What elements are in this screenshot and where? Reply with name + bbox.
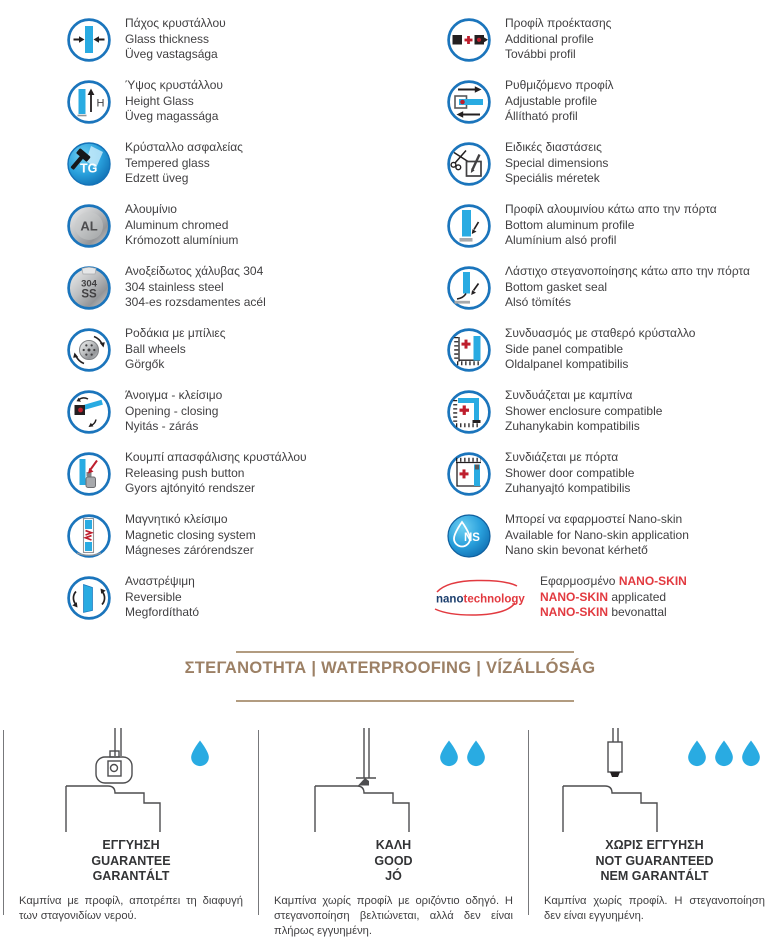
aluminum-icon [66, 203, 112, 249]
nano-skin-brand: NANO-SKIN [540, 589, 608, 604]
feature-row [446, 327, 780, 373]
feature-text [125, 202, 238, 249]
glass-thickness-icon [66, 17, 112, 63]
feature-row [446, 203, 780, 249]
rating-label: ΧΩΡΙΣ ΕΓΓΥΗΣΗ NOT GUARANTEED NEM GARANTÁLT [595, 838, 714, 883]
feature-text [125, 512, 256, 559]
nano-applied-line-gr: Εφαρμοσμένο NANO-SKIN [540, 574, 687, 588]
feature-row [446, 79, 780, 125]
shower-door-compatible-icon [446, 451, 492, 497]
feature-line-en: 304 stainless steel [125, 279, 224, 294]
feature-line-hu: Üveg vastagsága [125, 47, 218, 61]
feature-line-en: Releasing push button [125, 465, 245, 480]
guide-cross-section-drawing [301, 728, 431, 834]
feature-row [66, 389, 400, 435]
feature-text [125, 264, 266, 311]
feature-row [446, 17, 780, 63]
feature-text [125, 326, 226, 373]
ns-label: NS [464, 532, 480, 544]
feature-row [446, 451, 780, 497]
feature-line-hu: Üveg magassága [125, 109, 219, 123]
diagram-horizontal-guide [259, 728, 528, 836]
feature-line-gr: Ανοξείδωτος χάλυβας 304 [125, 264, 264, 278]
feature-text [125, 450, 307, 497]
feature-line-gr: Κρύσταλλο ασφαλείας [125, 140, 243, 154]
feature-line-gr: Συνδυασμός με σταθερό κρύσταλλο [505, 326, 696, 340]
feature-text [125, 388, 222, 435]
feature-row [66, 203, 400, 249]
feature-line-hu: Megfordítható [125, 605, 200, 619]
feature-line-hu: Mágneses zárórendszer [125, 543, 254, 557]
feature-row [446, 141, 780, 187]
feature-line-en: Additional profile [505, 31, 594, 46]
releasing-push-button-icon [66, 451, 112, 497]
glass-height-icon [66, 79, 112, 125]
logo-nano-text: nano [436, 593, 464, 606]
feature-line-en: Ball wheels [125, 341, 186, 356]
waterproofing-panel-good [259, 712, 528, 937]
feature-line-hu: Zuhanykabin kompatibilis [505, 419, 640, 433]
feature-line-gr: Προφίλ προέκτασης [505, 16, 612, 30]
feature-row [446, 513, 780, 559]
water-drop-icon [741, 740, 761, 767]
feature-row [66, 17, 400, 63]
feature-text [505, 16, 611, 63]
side-panel-compatible-icon [446, 327, 492, 373]
feature-row [446, 389, 780, 435]
feature-row [66, 575, 400, 621]
feature-line-gr: Ειδικές διαστάσεις [505, 140, 602, 154]
water-drops [190, 740, 210, 836]
feature-line-hu: Krómozott alumínium [125, 233, 239, 247]
feature-text [505, 264, 750, 311]
feature-line-en: Shower enclosure compatible [505, 403, 663, 418]
svg-text:nanotechnology [436, 594, 525, 606]
feature-line-hu: Nyitás - zárás [125, 419, 199, 433]
feature-row [66, 79, 400, 125]
reversible-icon [66, 575, 112, 621]
nano-skin-brand: NANO-SKIN [618, 574, 687, 588]
water-drop-icon [439, 740, 459, 767]
feature-line-hu: 304-es rozsdamentes acél [125, 295, 266, 309]
feature-line-en: Special dimensions [505, 155, 609, 170]
feature-row [66, 451, 400, 497]
feature-line-hu: Alumínium alsó profil [505, 233, 617, 247]
rating-label: ΕΓΓΥΗΣΗ GUARANTEE GARANTÁLT [91, 838, 171, 883]
feature-text [125, 574, 199, 621]
h-label: H [96, 97, 105, 110]
nano-skin-icon [446, 513, 492, 559]
feature-line-gr: Προφίλ αλουμινίου κάτω απο την πόρτα [505, 202, 717, 216]
shower-enclosure-compatible-icon [446, 389, 492, 435]
feature-line-en: Shower door compatible [505, 465, 635, 480]
no-profile-cross-section-drawing [549, 728, 679, 834]
panel-caption: Καμπίνα με προφίλ, αποτρέπει τη διαφυγή των σταγονιδίων νερού. [19, 894, 243, 922]
feature-row [446, 265, 780, 311]
heading-rule-top [236, 651, 574, 653]
feature-text [125, 140, 243, 187]
panel-caption: Καμπίνα χωρίς προφίλ με οριζόντιο οδηγό. Η στεγανοποίηση βελτιώνεται, αλλά δεν είναι πλήρως εγγυημένη. [274, 894, 513, 937]
nanotechnology-logo [426, 577, 526, 619]
feature-line-gr: Αλουμίνιο [125, 202, 177, 216]
feature-text [505, 140, 608, 187]
stainless-steel-icon [66, 265, 112, 311]
feature-line-hu: További profil [505, 47, 576, 61]
water-drops [687, 740, 761, 836]
feature-text [505, 78, 613, 125]
feature-text [125, 78, 223, 125]
feature-row [66, 265, 400, 311]
tg-label: TG [80, 161, 98, 176]
feature-line-en: Side panel compatible [505, 341, 624, 356]
feature-text [505, 388, 662, 435]
feature-line-gr: Μαγνητικό κλείσιμο [125, 512, 228, 526]
feature-row [66, 327, 400, 373]
waterproofing-heading: ΣΤΕΓΑΝΟΤΗΤΑ | WATERPROOFING | VÍZÁLLÓSÁG [184, 659, 596, 677]
feature-line-en: Bottom gasket seal [505, 279, 608, 294]
nano-applied-line-en: NANO-SKIN applicated [540, 589, 667, 604]
feature-line-gr: Συνδιάζεται με πόρτα [505, 450, 619, 464]
tempered-glass-icon [66, 141, 112, 187]
logo-technology-text: technology [463, 593, 525, 606]
feature-line-gr: Συνδυάζεται με καμπίνα [505, 388, 633, 402]
adjustable-profile-icon [446, 79, 492, 125]
feature-line-en: Glass thickness [125, 31, 210, 46]
nano-applied-row [436, 574, 780, 621]
feature-text [505, 512, 689, 559]
feature-line-hu: Állítható profil [505, 109, 578, 123]
nano-applied-text [540, 574, 687, 621]
waterproofing-section-header [0, 645, 780, 707]
feature-line-hu: Görgők [125, 357, 165, 371]
panel-caption: Καμπίνα χωρίς προφίλ. Η στεγανοποίηση δεν είναι εγγυημένη. [544, 894, 765, 922]
ss-304-label: 304 [81, 278, 97, 290]
additional-profile-icon [446, 17, 492, 63]
feature-line-gr: Λάστιχο στεγανοποίησης κάτω απο την πόρτα [505, 264, 750, 278]
feature-line-hu: Zuhanyajtó kompatibilis [505, 481, 631, 495]
opening-closing-icon [66, 389, 112, 435]
waterproofing-panel-guarantee [4, 712, 258, 922]
feature-line-en: Available for Nano-skin application [505, 527, 689, 542]
nano-applied-line-hu: NANO-SKIN bevonattal [540, 605, 667, 619]
water-drops [439, 740, 486, 836]
feature-line-en: Height Glass [125, 93, 194, 108]
nano-skin-brand: NANO-SKIN [540, 605, 608, 619]
feature-row [66, 513, 400, 559]
feature-line-hu: Oldalpanel kompatibilis [505, 357, 629, 371]
feature-text [125, 16, 226, 63]
feature-line-gr: Άνοιγμα - κλείσιμο [125, 388, 223, 402]
feature-line-gr: Πάχος κρυστάλλου [125, 16, 226, 30]
waterproofing-panel-not-guaranteed [529, 712, 780, 922]
feature-line-hu: Nano skin bevonat kérhető [505, 543, 648, 557]
feature-row [66, 141, 400, 187]
diagram-with-profile [4, 728, 258, 836]
al-label: AL [80, 218, 98, 234]
water-drop-icon [687, 740, 707, 767]
feature-line-hu: Speciális méretek [505, 171, 600, 185]
feature-line-gr: Ύψος κρυστάλλου [125, 78, 223, 92]
feature-line-en: Magnetic closing system [125, 527, 256, 542]
profile-cross-section-drawing [52, 728, 182, 834]
heading-rule-bottom [236, 700, 574, 702]
water-drop-icon [190, 740, 210, 767]
ss-label: SS [81, 288, 97, 301]
diagram-no-profile [529, 728, 780, 836]
feature-line-hu: Alsó tömítés [505, 295, 572, 309]
waterproofing-panels [0, 712, 780, 937]
feature-line-hu: Edzett üveg [125, 171, 189, 185]
feature-line-en: Opening - closing [125, 403, 219, 418]
feature-line-hu: Gyors ajtónyitó rendszer [125, 481, 256, 495]
ball-wheels-icon [66, 327, 112, 373]
feature-text [505, 326, 695, 373]
water-drop-icon [714, 740, 734, 767]
special-dimensions-icon [446, 141, 492, 187]
feature-line-en: Adjustable profile [505, 93, 598, 108]
feature-line-gr: Ρυθμιζόμενο προφίλ [505, 78, 614, 92]
feature-line-en: Aluminum chromed [125, 217, 229, 232]
water-drop-icon [466, 740, 486, 767]
feature-line-en: Reversible [125, 589, 182, 604]
feature-column-right [436, 0, 780, 637]
feature-line-gr: Μπορεί να εφαρμοστεί Nano-skin [505, 512, 683, 526]
magnetic-closing-icon [66, 513, 112, 559]
feature-line-en: Bottom aluminum profile [505, 217, 635, 232]
bottom-gasket-seal-icon [446, 265, 492, 311]
feature-column-left [66, 0, 400, 637]
feature-line-gr: Ροδάκια με μπίλιες [125, 326, 226, 340]
feature-line-en: Tempered glass [125, 155, 210, 170]
feature-line-gr: Αναστρέψιμη [125, 574, 195, 588]
bottom-aluminum-profile-icon [446, 203, 492, 249]
feature-text [505, 450, 634, 497]
feature-line-gr: Κουμπί απασφάλισης κρυστάλλου [125, 450, 307, 464]
rating-label: ΚΑΛΗ GOOD JÓ [374, 838, 413, 883]
feature-text [505, 202, 717, 249]
